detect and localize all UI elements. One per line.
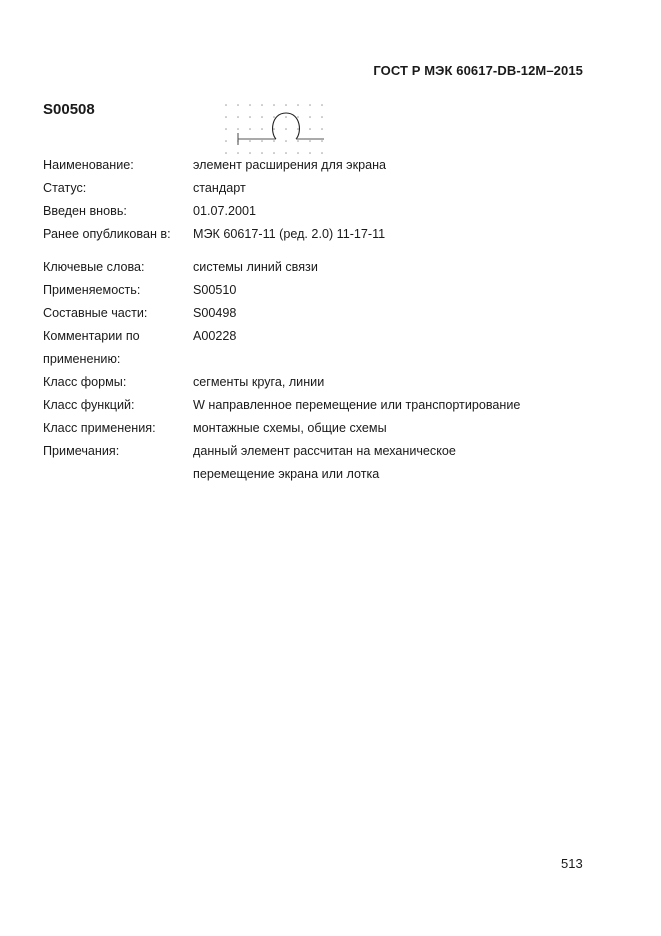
field-value: перемещение экрана или лотка [193,467,380,481]
symbol-code: S00508 [43,101,95,118]
field-value: S00498 [193,306,237,320]
field-row [43,200,603,223]
field-row [43,302,603,325]
field-value: стандарт [193,181,246,195]
field-row [43,463,603,486]
field-value: данный элемент рассчитан на механическое [193,444,456,458]
field-value: МЭК 60617-11 (ред. 2.0) 11-17-11 [193,227,386,241]
group-spacer [43,246,603,256]
field-label: Комментарии по [43,329,140,343]
field-label: Составные части: [43,306,148,320]
field-row [43,223,603,246]
field-label: Класс применения: [43,421,156,435]
field-label: Ранее опубликован в: [43,227,171,241]
field-row [43,256,603,279]
field-value: элемент расширения для экрана [193,158,387,172]
page-number: 513 [561,856,583,871]
field-row [43,177,603,200]
field-row [43,371,603,394]
field-value: монтажные схемы, общие схемы [193,421,387,435]
field-label [43,463,193,486]
field-label: Наименование: [43,158,134,172]
field-value: 01.07.2001 [193,204,257,218]
attribute-table [43,154,603,486]
field-label: применению: [43,352,121,366]
field-value [193,348,603,371]
field-row [43,394,603,417]
field-row [43,279,603,302]
field-value: сегменты круга, линии [193,375,325,389]
field-value: W направленное перемещение или транспортирование [193,398,521,412]
field-value: системы линий связи [193,260,318,274]
field-label: Применяемость: [43,283,141,297]
field-row [43,154,603,177]
field-value: A00228 [193,329,237,343]
field-label: Введен вновь: [43,204,127,218]
screen-extension-element-icon [218,97,328,162]
field-label: Класс функций: [43,398,135,412]
grid-dots [225,104,323,154]
field-row [43,417,603,440]
field-label: Статус: [43,181,87,195]
field-label: Класс формы: [43,375,127,389]
field-row [43,348,603,371]
field-label: Примечания: [43,444,120,458]
field-value: S00510 [193,283,237,297]
field-row [43,325,603,348]
field-label: Ключевые слова: [43,260,145,274]
field-row [43,440,603,463]
document-header: ГОСТ Р МЭК 60617-DB-12M–2015 [373,63,583,78]
